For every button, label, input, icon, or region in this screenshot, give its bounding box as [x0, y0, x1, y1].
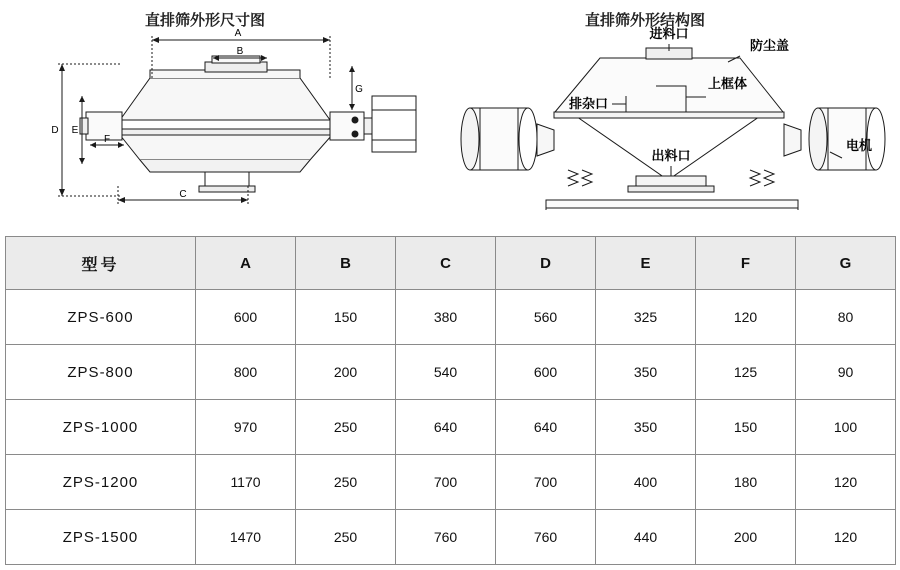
dim-label-B: B — [236, 46, 244, 57]
table-row — [6, 455, 896, 510]
callout-motor: 电机 — [846, 138, 873, 153]
cell-model: ZPS-600 — [6, 290, 196, 345]
left-figure-title: 直排筛外形尺寸图 — [145, 12, 266, 29]
cell-e: 350 — [596, 345, 696, 400]
cell-b: 150 — [296, 290, 396, 345]
cell-g: 120 — [796, 455, 896, 510]
cell-model: ZPS-800 — [6, 345, 196, 400]
header-d: D — [496, 237, 596, 290]
header-a: A — [196, 237, 296, 290]
cell-f: 150 — [696, 400, 796, 455]
table-header-row — [6, 237, 896, 290]
cell-c: 760 — [396, 510, 496, 565]
cell-f: 125 — [696, 345, 796, 400]
spec-table-wrap — [5, 236, 895, 565]
cell-d: 640 — [496, 400, 596, 455]
spec-table — [5, 236, 896, 565]
callout-waste-outlet: 排杂口 — [568, 96, 608, 111]
cell-a: 600 — [196, 290, 296, 345]
callout-dust-cover: 防尘盖 — [750, 38, 790, 53]
header-g: G — [796, 237, 896, 290]
callout-discharge-outlet: 出料口 — [651, 148, 691, 163]
cell-model: ZPS-1000 — [6, 400, 196, 455]
callout-upper-frame: 上框体 — [708, 76, 748, 91]
cell-d: 700 — [496, 455, 596, 510]
header-f: F — [696, 237, 796, 290]
figures-area — [0, 0, 900, 232]
cell-c: 540 — [396, 345, 496, 400]
right-figure-title: 直排筛外形结构图 — [585, 12, 706, 29]
cell-a: 1170 — [196, 455, 296, 510]
table-row — [6, 345, 896, 400]
left-outline-drawing — [0, 0, 450, 232]
header-b: B — [296, 237, 396, 290]
dim-label-D: D — [51, 125, 59, 136]
cell-a: 970 — [196, 400, 296, 455]
table-row — [6, 400, 896, 455]
header-c: C — [396, 237, 496, 290]
cell-f: 200 — [696, 510, 796, 565]
header-e: E — [596, 237, 696, 290]
cell-b: 250 — [296, 400, 396, 455]
cell-c: 640 — [396, 400, 496, 455]
dim-label-C: C — [179, 189, 187, 200]
cell-model: ZPS-1200 — [6, 455, 196, 510]
cell-c: 380 — [396, 290, 496, 345]
cell-g: 100 — [796, 400, 896, 455]
table-row — [6, 290, 896, 345]
dim-label-A: A — [234, 28, 242, 39]
callout-feed-inlet: 进料口 — [649, 26, 689, 41]
cell-g: 120 — [796, 510, 896, 565]
right-structure-drawing — [450, 0, 900, 232]
cell-b: 200 — [296, 345, 396, 400]
header-model: 型号 — [6, 237, 196, 290]
cell-g: 90 — [796, 345, 896, 400]
dim-label-F: F — [103, 134, 111, 145]
cell-d: 560 — [496, 290, 596, 345]
dim-label-G: G — [355, 84, 363, 95]
cell-d: 600 — [496, 345, 596, 400]
cell-f: 180 — [696, 455, 796, 510]
cell-e: 325 — [596, 290, 696, 345]
cell-e: 400 — [596, 455, 696, 510]
cell-a: 800 — [196, 345, 296, 400]
cell-e: 350 — [596, 400, 696, 455]
cell-a: 1470 — [196, 510, 296, 565]
cell-model: ZPS-1500 — [6, 510, 196, 565]
cell-e: 440 — [596, 510, 696, 565]
cell-g: 80 — [796, 290, 896, 345]
cell-f: 120 — [696, 290, 796, 345]
table-row — [6, 510, 896, 565]
cell-c: 700 — [396, 455, 496, 510]
cell-b: 250 — [296, 455, 396, 510]
dim-label-E: E — [71, 125, 79, 136]
cell-b: 250 — [296, 510, 396, 565]
cell-d: 760 — [496, 510, 596, 565]
